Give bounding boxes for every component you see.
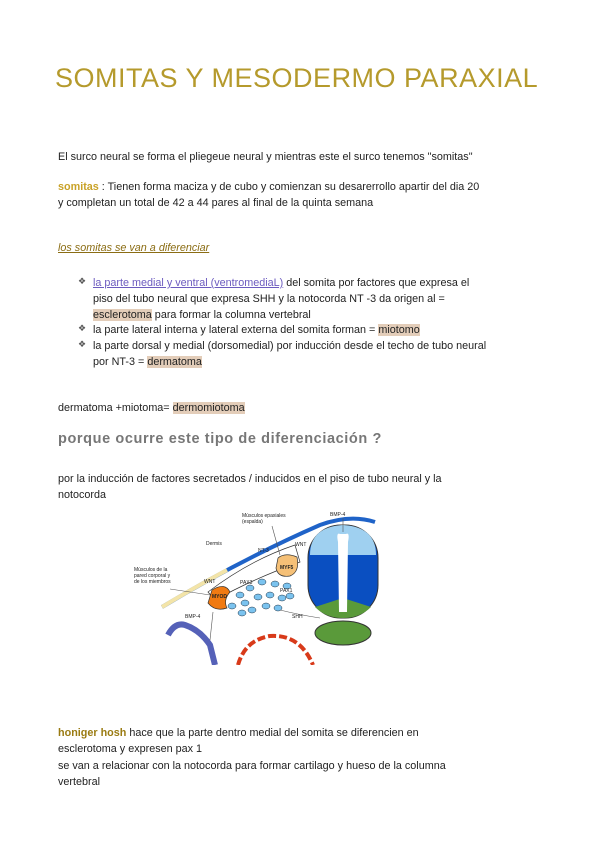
closing-line-2: esclerotoma y expresen pax 1 xyxy=(58,743,203,755)
intro-text: El surco neural se forma el pliegeue neural y mientras este el surco tenemos "somitas" xyxy=(58,151,473,163)
label-bmp4-top: BMP-4 xyxy=(330,512,346,518)
ventromedial-link[interactable]: la parte medial y ventral (ventromediaL) xyxy=(93,277,284,289)
label-dermis: Dermis xyxy=(206,541,222,547)
label-myod: MYOD xyxy=(212,594,227,600)
label-bmp4-bottom: BMP-4 xyxy=(185,614,201,620)
closing-line-3: se van a relacionar con la notocorda para formar cartilago y hueso de la columna xyxy=(58,760,446,772)
closing-line-4: vertebral xyxy=(58,776,101,788)
bullet-text: del somita por factores que expresa el xyxy=(283,277,470,289)
honiger-hosh-term: honiger hosh xyxy=(58,727,127,739)
label-wnt-left: WNT xyxy=(204,579,216,585)
label-pax3: PAX3 xyxy=(240,580,253,586)
bullet-1-line-2: piso del tubo neural que expresa SHH y la notocorda NT -3 da origen al = xyxy=(93,293,445,305)
label-wall-1: Músculos de la xyxy=(134,567,168,573)
label-pax1: PAX1 xyxy=(280,588,293,594)
dermatoma-highlight: dermatoma xyxy=(147,356,202,368)
label-epaxial-2: (espalda) xyxy=(242,519,263,525)
bullet-3-line-2 xyxy=(93,354,202,370)
label-wnt-top: WNT xyxy=(295,542,307,548)
neural-canal xyxy=(337,534,348,612)
notochord xyxy=(315,621,371,645)
dorsal-aorta-wall xyxy=(168,624,215,665)
label-epaxial-1: Músculos epaxiales xyxy=(242,513,286,519)
answer-line-2: notocorda xyxy=(58,489,107,501)
closing-text: hace que la parte dentro medial del somita se diferencien en xyxy=(126,727,419,739)
question-heading: porque ocurre este tipo de diferenciación ? xyxy=(58,431,382,447)
label-nt3: NT-3 xyxy=(258,548,269,554)
equation-text: dermatoma +miotoma= xyxy=(58,402,173,414)
somitas-term: somitas xyxy=(58,181,99,193)
label-shh: SHH xyxy=(292,614,303,620)
bullet-text: por NT-3 = xyxy=(93,356,148,368)
bullet-text: para formar la columna vertebral xyxy=(151,309,311,321)
bullet-1-line-1 xyxy=(93,275,469,291)
bullet-text: la parte lateral interna y lateral externa del somita forman = xyxy=(93,324,379,336)
miotomo-highlight: miotomo xyxy=(378,324,420,336)
label-wall-2: pared corporal y xyxy=(134,573,171,579)
bullet-icon: ❖ xyxy=(78,324,87,334)
bullet-icon: ❖ xyxy=(78,277,87,287)
closing-line-1 xyxy=(58,725,419,741)
subheading: los somitas se van a diferenciar xyxy=(58,242,210,254)
bullet-icon: ❖ xyxy=(78,340,87,350)
somitas-paragraph xyxy=(58,179,479,195)
somitas-text-2: y completan un total de 42 a 44 pares al final de la quinta semana xyxy=(58,197,374,209)
bullet-2 xyxy=(93,322,420,338)
bullet-3-line-1: la parte dorsal y medial (dorsomedial) por inducción desde el techo de tubo neural xyxy=(93,340,487,352)
somite-differentiation-diagram xyxy=(130,500,390,665)
blood-vessel xyxy=(238,636,313,665)
label-wall-3: de los miembros xyxy=(134,579,171,585)
equation xyxy=(58,400,245,416)
dermomiotoma-highlight: dermomiotoma xyxy=(172,402,245,414)
bullet-1-line-3 xyxy=(93,307,311,323)
somitas-text: : Tienen forma maciza y de cubo y comienzan su desarerrollo apartir del dia 20 xyxy=(98,181,480,193)
page-title: SOMITAS Y MESODERMO PARAXIAL xyxy=(55,63,539,93)
label-myf5: MYF5 xyxy=(280,565,294,571)
answer-line-1: por la inducción de factores secretados / inducidos en el piso de tubo neural y la xyxy=(58,473,442,485)
esclerotoma-highlight: esclerotoma xyxy=(93,309,152,321)
